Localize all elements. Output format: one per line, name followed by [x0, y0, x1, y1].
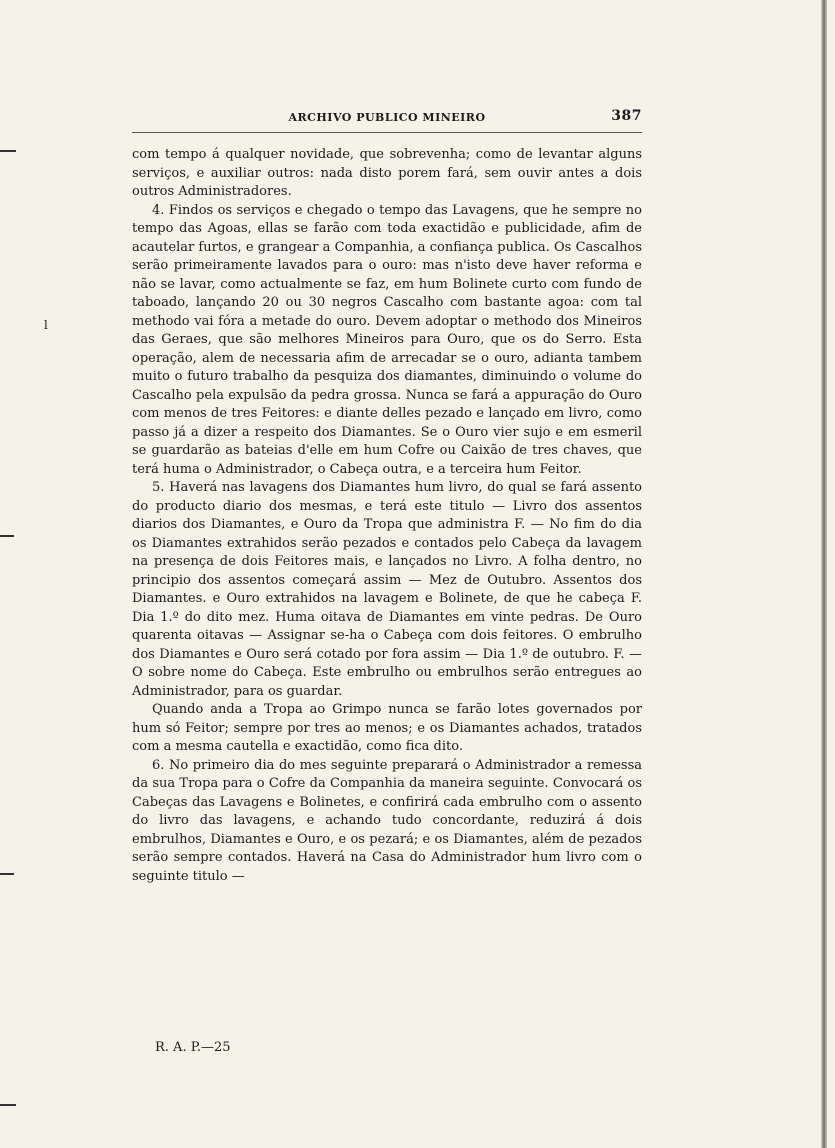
margin-tick	[0, 1104, 16, 1106]
page-number: 387	[611, 108, 642, 124]
footer-signature: R. A. P.—25	[155, 1040, 231, 1055]
margin-tick	[0, 150, 16, 152]
paragraph: 6. No primeiro dia do mes seguinte preparará o Administrador a remessa da sua Tropa para o Cofre da Companhia da maneira seguinte. Convocará os Cabeças das Lavagens e Bolinetes, e confirirá cada embrulho com o assento do livro das lavagens, e achando tudo concordante, reduzirá á dois embrulhos, Diamantes e Ouro, e os pezará; e os Diamantes, além de pezados serão sempre contados. Haverá na Casa do Administrador hum livro com o seguinte titulo —	[132, 757, 642, 884]
page-edge	[821, 0, 827, 1148]
margin-tick	[0, 535, 14, 537]
paragraph: 5. Haverá nas lavagens dos Diamantes hum livro, do qual se fará assento do producto diario dos mesmas, e terá este titulo — Livro dos assentos diarios dos Diamantes, e Ouro da Tropa que administra F. — No fim do dia os Diamantes extrahidos serão pezados e contados pelo Cabeça da lavagem na presença de dois Feitores mais, e lançados no Livro. A folha dentro, no principio dos assentos começará assim — Mez de Outubro. Assentos dos Diamantes. e Ouro extrahidos na lavagem e Bolinete, de que he cabeça F. Dia 1.º do dito mez. Huma oitava de Diamantes em vinte pedras. De Ouro quarenta oitavas — Assignar se-ha o Cabeça com dois feitores. O embrulho dos Diamantes e Ouro será cotado por fora assim — Dia 1.º de outubro. F. — O sobre nome do Cabeça. Este embrulho ou embrulhos serão entregues ao Administrador, para os guardar.	[132, 480, 642, 699]
margin-tick	[0, 873, 14, 875]
text-body	[132, 146, 642, 886]
paragraph: Quando anda a Tropa ao Grimpo nunca se farão lotes governados por hum só Feitor; sempre por tres ao menos; e os Diamantes achados, tratados com a mesma cautella e exactidão, como fica dito.	[132, 702, 642, 754]
header-title: ARCHIVO PUBLICO MINEIRO	[288, 111, 486, 124]
paragraph: 4. Findos os serviços e chegado o tempo das Lavagens, que he sempre no tempo das Agoas, ellas se farão com toda exactidão e publicidade, afim de acautelar furtos, e grangear a Companhia, a confiança publica. Os Cascalhos serão primeiramente lavados para o ouro: mas n'isto deve haver reforma e não se lavar, como actualmente se faz, em hum Bolinete curto com fundo de taboado, lançando 20 ou 30 negros Cascalho com bastante agoa: com tal methodo vai fóra a metade do ouro. Devem adoptar o methodo dos Mineiros das Geraes, que são melhores Mineiros para Ouro, que os do Serro. Esta operação, alem de necessaria afim de arrecadar se o ouro, adianta tambem muito o futuro trabalho da pesquiza dos diamantes, diminuindo o volume do Cascalho pela expulsão da pedra grossa. Nunca se fará a appuração do Ouro com menos de tres Feitores: e diante delles pezado e lançado em livro, como passo já a dizer a respeito dos Diamantes. Se o Ouro vier sujo e em esmeril se guardarão as bateias d'elle em hum Cofre ou Caixão de tres chaves, que terá huma o Administrador, o Cabeça outra, e a terceira hum Feitor.	[132, 202, 642, 477]
margin-mark: l	[44, 318, 48, 332]
paragraph: com tempo á qualquer novidade, que sobrevenha; como de levantar alguns serviços, e auxiliar outros: nada disto porem fará, sem ouvir antes a dois outros Administradores.	[132, 147, 642, 199]
running-header	[132, 108, 642, 133]
